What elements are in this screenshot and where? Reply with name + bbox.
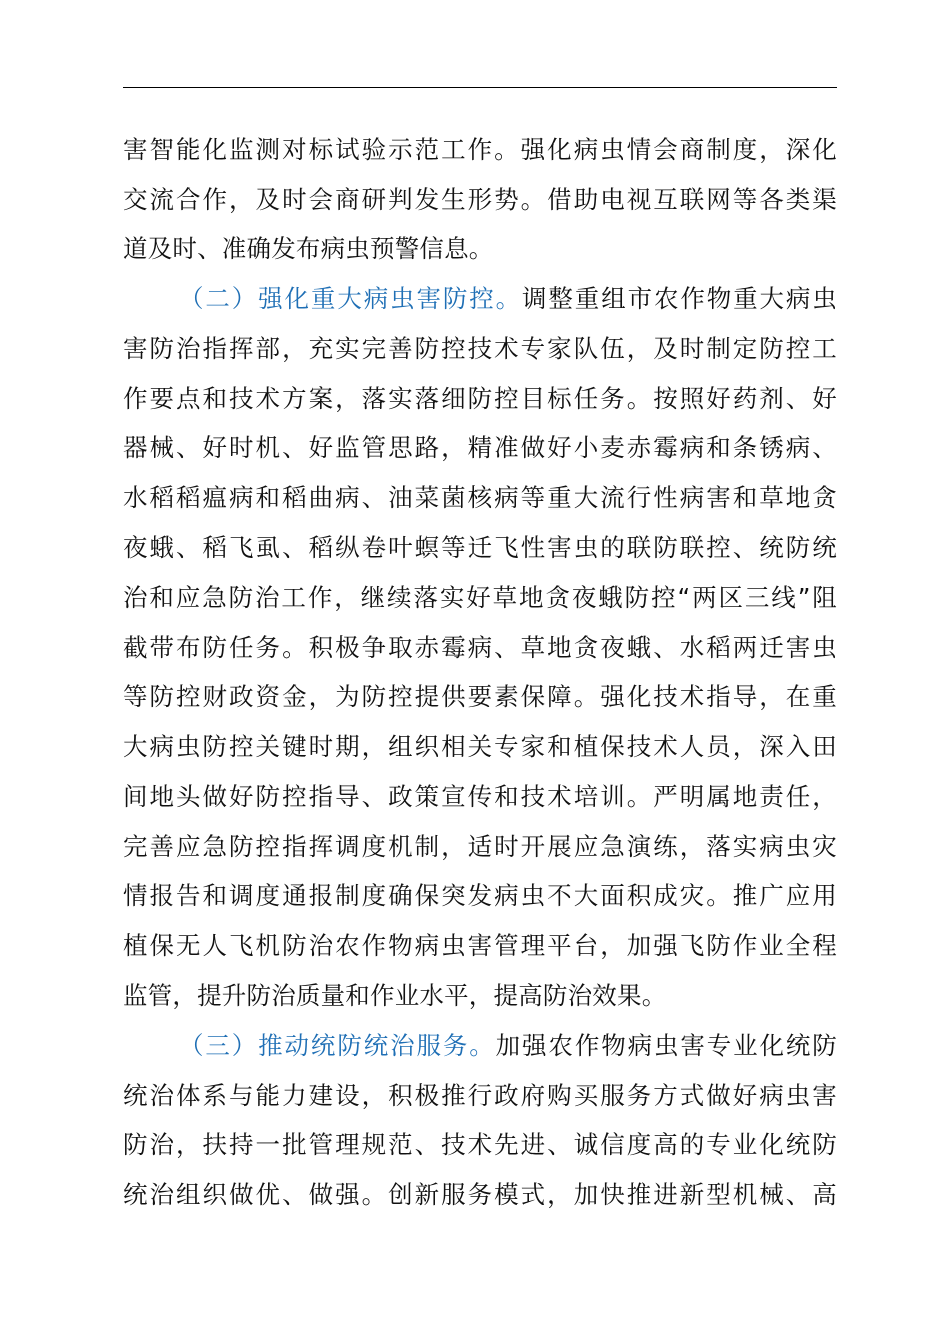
body-line: 情报告和调度通报制度确保突发病虫不大面积成灾。推广应用	[123, 881, 837, 910]
body-line: 水稻稻瘟病和稻曲病、油菜菌核病等重大流行性病害和草地贪	[123, 483, 837, 512]
body-line: 治和应急防治工作，继续落实好草地贪夜蛾防控“两区三线”阻	[123, 583, 837, 612]
body-line: 等防控财政资金，为防控提供要素保障。强化技术指导，在重	[123, 682, 837, 711]
body-line: 统治组织做优、做强。创新服务模式，加快推进新型机械、高	[123, 1180, 837, 1209]
body-line: 害智能化监测对标试验示范工作。强化病虫情会商制度，深化	[123, 135, 837, 164]
body-line: 监管，提升防治质量和作业水平，提高防治效果。	[123, 981, 667, 1010]
section-2-lead-text: 调整重组市农作物重大病虫	[522, 284, 837, 313]
body-line: 道及时、准确发布病虫预警信息。	[123, 234, 494, 263]
body-line: 害防治指挥部，充实完善防控技术专家队伍，及时制定防控工	[123, 334, 837, 363]
body-line: 器械、好时机、好监管思路，精准做好小麦赤霉病和条锈病、	[123, 433, 837, 462]
body-line: 交流合作，及时会商研判发生形势。借助电视互联网等各类渠	[123, 185, 837, 214]
section-heading-3: （三）推动统防统治服务。	[179, 1031, 496, 1060]
section-3-first-line	[179, 1031, 837, 1061]
header-rule	[123, 87, 837, 88]
body-line: 防治，扶持一批管理规范、技术先进、诚信度高的专业化统防	[123, 1130, 837, 1159]
body-line: 植保无人飞机防治农作物病虫害管理平台，加强飞防作业全程	[123, 931, 837, 960]
body-line: 作要点和技术方案，落实落细防控目标任务。按照好药剂、好	[123, 384, 837, 413]
section-3-lead-text: 加强农作物病虫害专业化统防	[495, 1031, 837, 1060]
body-line: 间地头做好防控指导、政策宣传和技术培训。严明属地责任，	[123, 782, 837, 811]
body-line: 截带布防任务。积极争取赤霉病、草地贪夜蛾、水稻两迁害虫	[123, 633, 837, 662]
section-heading-2: （二）强化重大病虫害防控。	[179, 284, 523, 313]
body-line: 大病虫防控关键时期，组织相关专家和植保技术人员，深入田	[123, 732, 837, 761]
section-2-first-line	[179, 284, 837, 314]
body-line: 统治体系与能力建设，积极推行政府购买服务方式做好病虫害	[123, 1081, 837, 1110]
body-line: 夜蛾、稻飞虱、稻纵卷叶螟等迁飞性害虫的联防联控、统防统	[123, 533, 837, 562]
body-line: 完善应急防控指挥调度机制，适时开展应急演练，落实病虫灾	[123, 832, 837, 861]
